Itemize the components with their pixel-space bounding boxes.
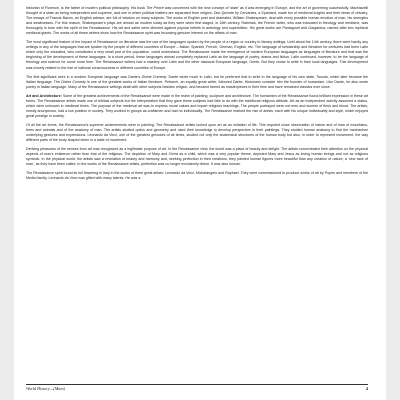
- document-page: [14, 0, 386, 400]
- paragraph: [26, 6, 368, 36]
- body-text: [26, 6, 368, 185]
- paragraph-text: Deriving pleasures of the senses from art was recognized as a legitimate purpose of art. In the Renaissance view, the world was a place of beauty and delight. The artists concentrated their attention on the physical aspects of man's existence rather than that of the religious. The depiction of Mary and Christ as a child, which was a very popular theme, depicted Mary and Jesus as loving human beings and not as religious symbols. In the physical world, the artists saw a revelation of beauty and harmony and, seeking perfection in their creations, they painted human figures more beautiful than any creation of nature, a 'new race of man', as they have been called. In the works of the Renaissance artists, perfection was no longer exclusively divine. It was also human.: [26, 147, 368, 167]
- paragraph-text: historian of Florence, is the father of modern political philosophy. His book The Prince was concerned with the new concept of 'state' as it was emerging in Europe, and the art of governing successfully. Machiavelli thought of a state as being independent and supreme, and one in which political matters are separated from religion. Don Quixote by Cervantes, a Spaniard, made fun of medieval knights and their ideas of chivalry. The essays of Francis Bacon, an English advisor, are full of wisdom on many subjects. The works of English poet and dramatist, William Shakespeare, deal with every possible human emotion of man, his strengths and weaknesses. For this reason, Shakespeare's plays are almost as modern today as they were when first staged, in 16th century. Rabelais, the French writer, who was educated in theology and medicine, was thoroughly in tune with the spirit of the Renaissance. His wit and satire were directed against popular beliefs in astrology and superstition. His great works are Pantagruel and Gargantua, named after two mythical medieval giants. The works of all these writers show how the Renaissance spirit was focussing genuine interest on the affairs of man.: [26, 6, 368, 36]
- paragraph-text: The most significant feature of the impact of Renaissance on literature was the use of the languages spoken by the people of a region or country in literary writings. Until about the 14th century, there were hardly any writings in any of the languages that are spoken by the people of different countries of Europe – Italian, Spanish, French, German, English, etc. The language of scholarship and literature for centuries had been Latin which only the educated, who constituted a very small part of the population, could understand. The Renaissance made the emergence of modern European languages as languages of literature and that was the beginning of the development of these languages. In a short period, these languages almost completely replaced Latin as the language of poetry, drama and fiction. Latin continued, however, to be the language of theology and science for some more time. The Renaissance writers had a mastery over Latin and the other classical European language, Greek. But they chose to write in their local languages. This development was closely related to the rise of national consciousness in different countries of Europe.: [26, 40, 368, 70]
- paragraph-text: Some of the greatest achievements of the Renaissance were made in the realm of painting, sculpture and architecture. The humanism of the Renaissance found brilliant expression in these art forms. The Renaissance artists made use of biblical subjects but the interpretation that they gave these subjects had little to do with the traditional religious attitude. Art as an independent activity assumed a status, which were unknown in medieval times. The purpose of the medieval art was to express moral values and impart religious teachings. The people portrayed were not men and women of flesh and blood. The artists, mostly anonymous, had a low position in society. They worked in groups as craftsmen and had no individuality. The Renaissance marked the rise of artists, each with his unique individuality and style, which enjoyed great prestige in society.: [26, 93, 368, 118]
- work-title: Divine Comedy: [141, 74, 167, 79]
- paragraph: [26, 123, 368, 143]
- work-title: The Prince: [146, 6, 164, 10]
- section-heading: Art and Architecture:: [26, 93, 62, 98]
- paragraph: [26, 40, 368, 70]
- work-title: Gargantua: [308, 26, 326, 31]
- paragraph-text: The first significant work in a modern European language was Dante's Divine Comedy. Dante wrote much in Latin, but he preferred that to write in the language of his own state, Tuscan, which later became the Italian language. The Divine Comedy is one of the greatest works of Italian literature. Petrarch, an equally great writer, followed Dante. Historians consider him the founder of humanism. Like Dante, he also wrote poetry in Italian language. Many of the Renaissance writings dealt with other subjects besides religion, and became famed as masterpieces in their time and have remained classics ever since.: [26, 74, 368, 89]
- paragraph: [26, 171, 368, 181]
- footer-book-title: World History—(Main): [26, 386, 66, 391]
- work-title: Pantagruel: [282, 26, 300, 31]
- page-footer: [26, 384, 368, 393]
- paragraph: [26, 147, 368, 167]
- work-title: Don Quixote: [213, 11, 234, 16]
- paragraph: [26, 94, 368, 119]
- paragraph-text: The Renaissance spirit found its full flowering in Italy in the works of three great artists: Leonardo da Vinci, Michelangelo and Raphael. They were commissioned to produce works of art by Popes and members of the Medici family. Leonardo da Vinci was gifted with many talents. He was a: [26, 171, 368, 181]
- paragraph-text: Of all the art forms, the Renaissance's supreme achievements were in painting. The Renaissance artists looked upon art as an imitation of life. This required close observation of nature and of man of mountains, trees and animals and of the anatomy of man. The artists studied optics and geometry and used their knowledge to develop perspective in their paintings. They studied human anatomy to find the mechanism underlying gestures and expressions. Leonardo da Vinci, one of the greatest geniuses of all times, studied not only the anatomical structures of the human body but also, in order to represent movement, the way different parts of the body shaped when in a state of movement.: [26, 122, 368, 143]
- paragraph: [26, 75, 368, 90]
- page-number: 4: [365, 386, 368, 391]
- work-title: Divine Comedy: [61, 79, 86, 84]
